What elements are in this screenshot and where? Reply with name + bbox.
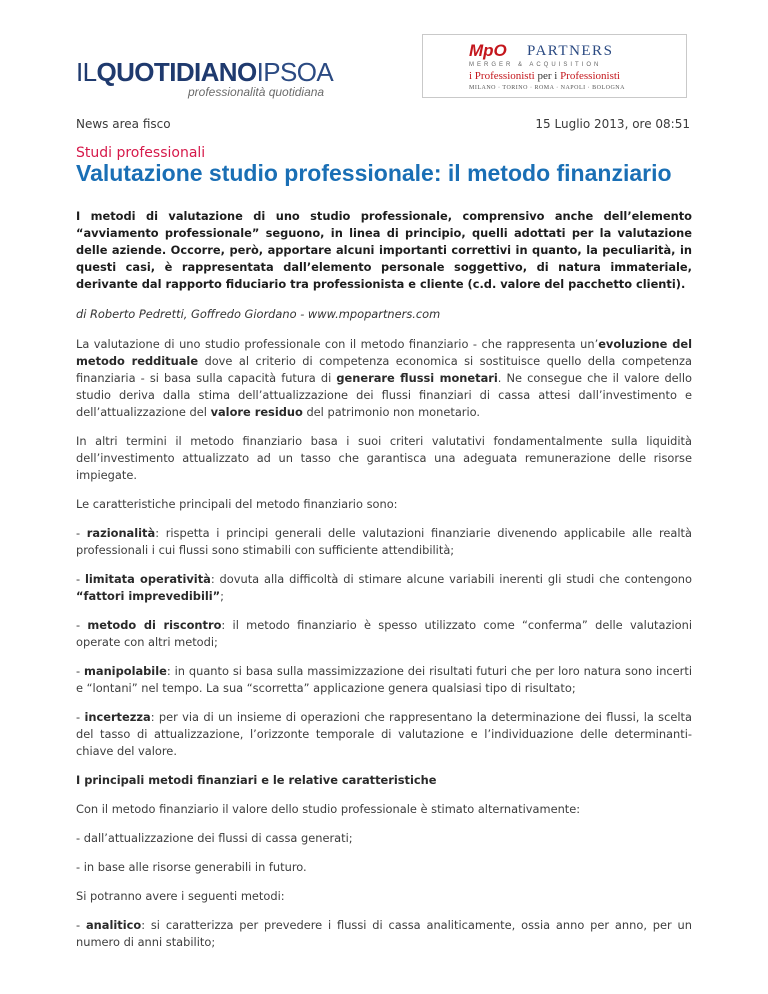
lead-paragraph: I metodi di valutazione di uno studio professionale, comprensivo anche dell’elemento “avviamento professionale” seguono, in linea di principio, quelli adottati per la valutazione delle aziende. Occorre, però, apportare alcuni importanti correttivi in quanto, la peculiarità, in questi casi, è rappresentata dall’elemento personale soggettivo, di natura immateriale, derivante dal rapporto fiduciario tra professionista e cliente (c.d. valore del pacchetto clienti). <box>76 209 692 291</box>
paragraph: La valutazione di uno studio professionale con il metodo finanziario - che rappresenta un’evoluzione del metodo reddituale dove al criterio di competenza economica si sostituisce quello della competenza finanziaria - si basa sulla capacità futura di generare flussi monetari. Ne consegue che il valore dello studio deriva dalla stima dell’attualizzazione dei flussi finanziari di cassa attesi dall’investimento e dell’attualizzazione del valore residuo del patrimonio non monetario. <box>76 337 692 419</box>
news-area: News area fisco <box>76 117 171 131</box>
mpo-wordmark: MpO <box>469 41 507 60</box>
paragraph: - in base alle risorse generabili in futuro. <box>76 860 307 874</box>
merger-acquisition-text: MERGER & ACQUISITION <box>469 62 602 68</box>
mpo-cities: MILANO · TORINO · ROMA · NAPOLI · BOLOGNA <box>469 85 625 91</box>
logo-tagline: professionalità quotidiana <box>188 85 325 99</box>
subheading: I principali metodi finanziari e le relative caratteristiche <box>76 773 437 787</box>
list-item: - limitata operatività: dovuta alla difficoltà di stimare alcune variabili inerenti gli studi che contengono “fattori imprevedibili”; <box>76 572 692 603</box>
paragraph: Le caratteristiche principali del metodo finanziario sono: <box>76 497 398 511</box>
list-item: - metodo di riscontro: il metodo finanziario è spesso utilizzato come “conferma” delle valutazioni operate con altri metodi; <box>76 618 692 649</box>
paragraph: Si potranno avere i seguenti metodi: <box>76 889 285 903</box>
mpo-partners-logo <box>422 34 687 98</box>
partners-wordmark: PARTNERS <box>527 43 614 59</box>
quotidiano-ipsoa-logo <box>76 58 356 102</box>
byline: di Roberto Pedretti, Goffredo Giordano - www.mpopartners.com <box>76 307 441 321</box>
paragraph: Con il metodo finanziario il valore dello studio professionale è stimato alternativamente: <box>76 802 581 816</box>
section-label: Studi professionali <box>76 145 206 161</box>
list-item: - incertezza: per via di un insieme di operazioni che rappresentano la determinazione dei flussi, la scelta del tasso di attualizzazione, l’orizzonte temporale di valutazione e l’individuazione delle determinanti-chiave del valore. <box>76 710 692 758</box>
mpo-slogan: i Professionisti per i Professionisti <box>469 70 620 82</box>
paragraph: In altri termini il metodo finanziario basa i suoi criteri valutativi fondamentalmente sulla liquidità dell’investimento attualizzato ad un tasso che garantisca una adeguata remunerazione delle risorse impiegate. <box>76 434 692 482</box>
list-item: - manipolabile: in quanto si basa sulla massimizzazione dei risultati futuri che per loro natura sono incerti e “lontani” nel tempo. La sua “scorretta” applicazione genera qualsiasi tipo di risultato; <box>76 664 692 695</box>
list-item: - razionalità: rispetta i principi generali delle valutazioni finanziarie divenendo applicabile alle realtà professionali i cui flussi sono stimabili con sufficiente attendibilità; <box>76 526 692 557</box>
article-title: Valutazione studio professionale: il metodo finanziario <box>76 160 672 186</box>
logo-wordmark: ILQUOTIDIANOIPSOA <box>76 57 334 87</box>
paragraph: - dall’attualizzazione dei flussi di cassa generati; <box>76 831 353 845</box>
list-item: - analitico: si caratterizza per prevedere i flussi di cassa analiticamente, ossia anno per anno, per un numero di anni stabilito; <box>76 918 692 949</box>
article-body <box>76 208 692 963</box>
publish-date: 15 Luglio 2013, ore 08:51 <box>535 117 690 131</box>
